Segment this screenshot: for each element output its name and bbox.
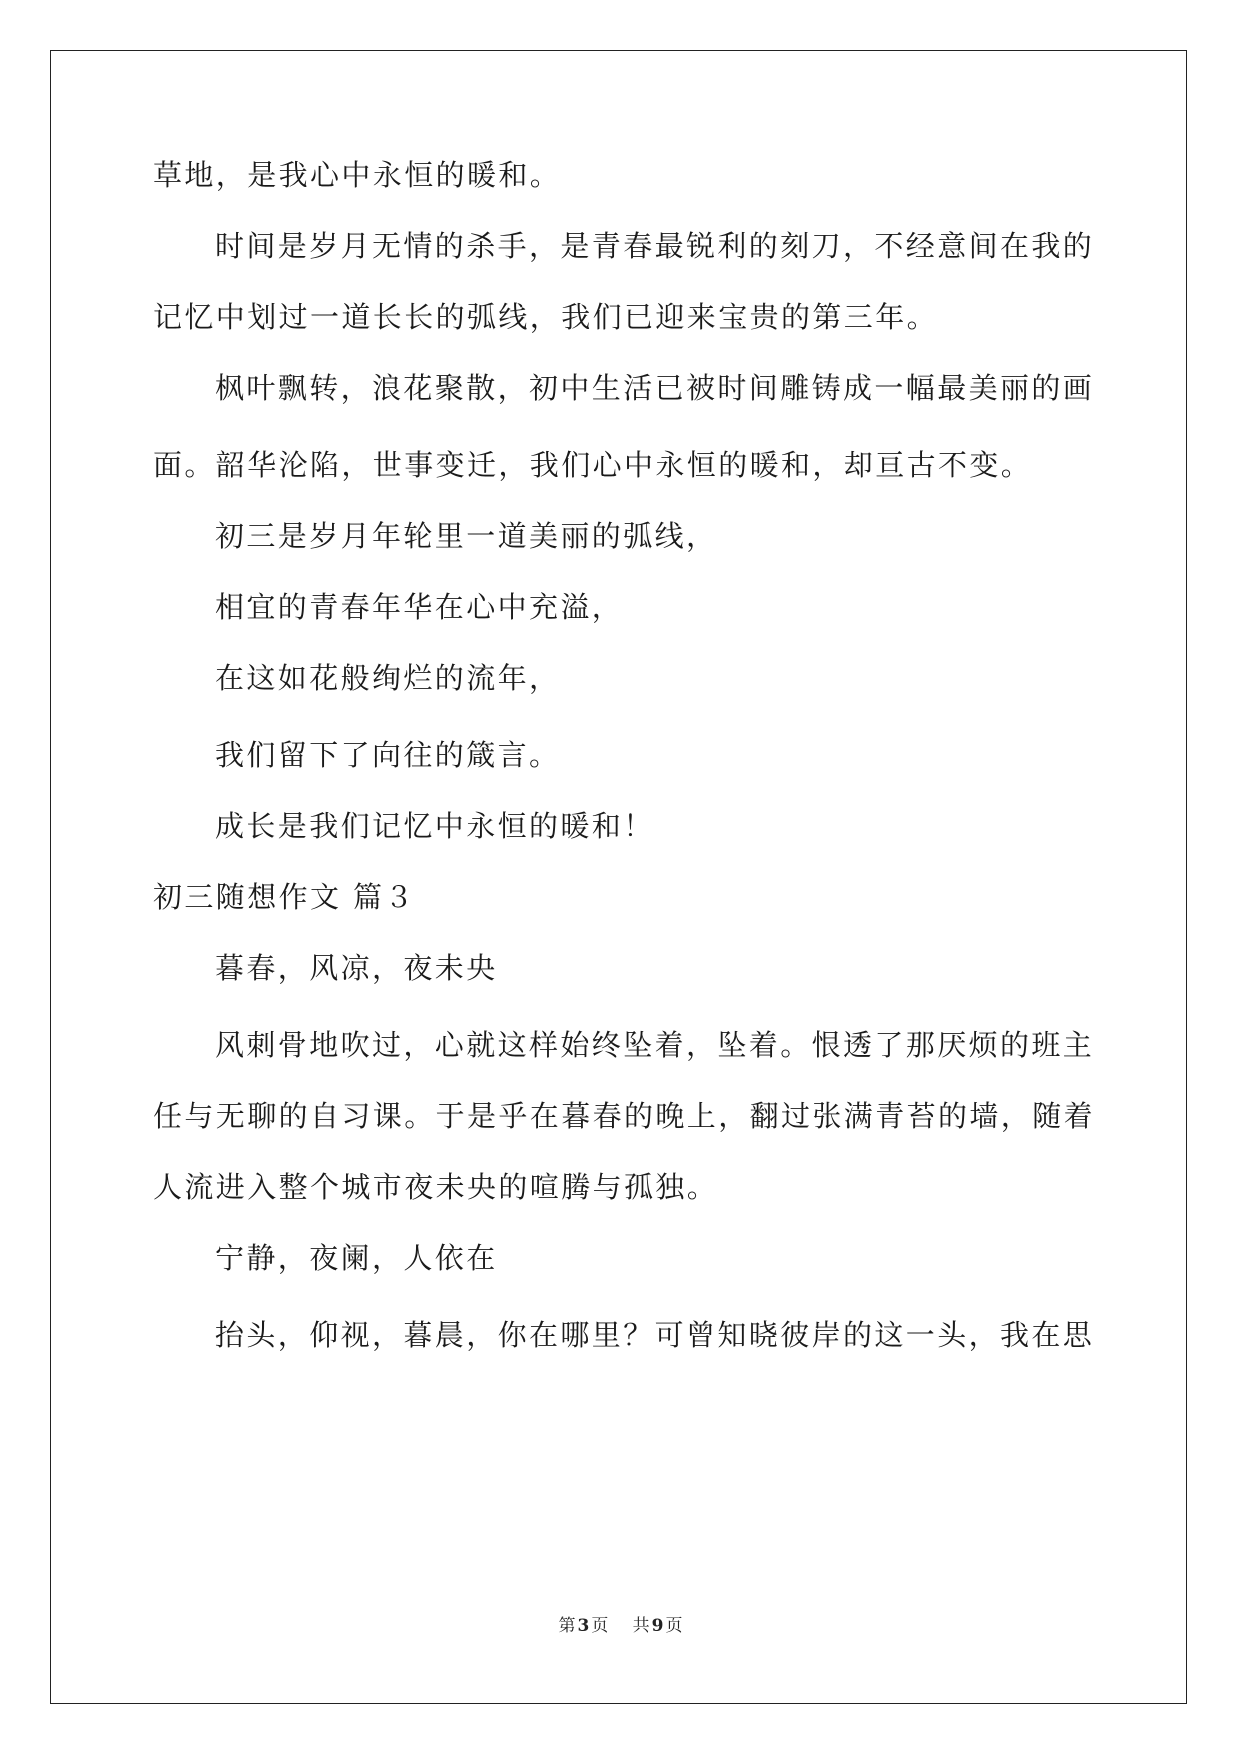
text-line: 初三是岁月年轮里一道美丽的弧线，	[215, 519, 718, 553]
text-line: 抬头，仰视，暮晨，你在哪里？可曾知晓彼岸的这一头，我在思	[215, 1318, 1095, 1352]
text-line: 相宜的青春年华在心中充溢，	[215, 590, 624, 624]
text-line: 成长是我们记忆中永恒的暖和！	[215, 809, 655, 843]
text-line: 枫叶飘转，浪花聚散，初中生活已被时间雕铸成一幅最美丽的画	[215, 371, 1095, 405]
text-line: 草地，是我心中永恒的暖和。	[153, 158, 562, 192]
text-line: 人流进入整个城市夜未央的喧腾与孤独。	[153, 1170, 719, 1204]
page-total: 共 9 页	[632, 1616, 683, 1636]
text-line: 宁静，夜阑，人依在	[215, 1241, 498, 1275]
text-line: 记忆中划过一道长长的弧线，我们已迎来宝贵的第三年。	[153, 300, 939, 334]
text-line: 时间是岁月无情的杀手，是青春最锐利的刻刀，不经意间在我的	[215, 229, 1095, 263]
text-line: 面。韶华沦陷，世事变迁，我们心中永恒的暖和，却亘古不变。	[153, 448, 1033, 482]
section-heading: 初三随想作文 篇３	[153, 880, 416, 914]
text-line: 风刺骨地吹过，心就这样始终坠着，坠着。恨透了那厌烦的班主	[215, 1028, 1095, 1062]
text-line: 我们留下了向往的箴言。	[215, 738, 561, 772]
text-line: 暮春，风凉，夜未央	[215, 951, 498, 985]
page-number: 第 3 页	[558, 1616, 609, 1636]
page-border	[50, 50, 1187, 1704]
text-line: 在这如花般绚烂的流年，	[215, 661, 561, 695]
page-footer	[0, 1616, 1241, 1636]
text-line: 任与无聊的自习课。于是乎在暮春的晚上，翻过张满青苔的墙，随着	[153, 1099, 1096, 1133]
